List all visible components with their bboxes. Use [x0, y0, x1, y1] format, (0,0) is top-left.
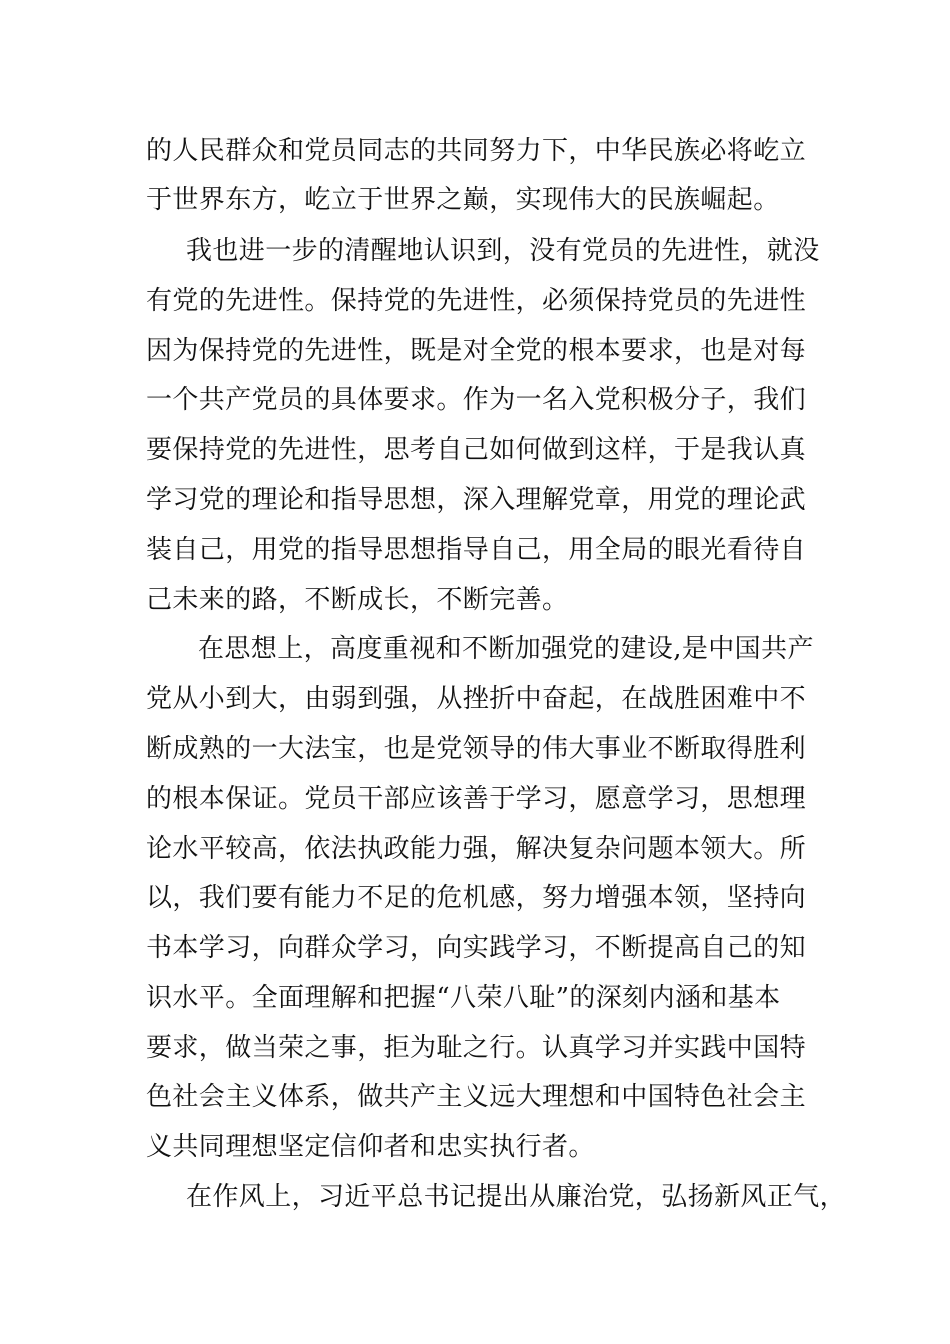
text-line-20: 色社会主义体系，做共产主义远大理想和中国特色社会主: [146, 1082, 807, 1112]
paragraph-2-first-line: 我也进一步的清醒地认识到，没有党员的先进性，就没: [186, 236, 820, 266]
text-line-16: 以，我们要有能力不足的危机感，努力增强本领，坚持向: [146, 883, 807, 913]
text-line-2: 于世界东方，屹立于世界之巅，实现伟大的民族崛起。: [146, 185, 780, 215]
text-line-17: 书本学习，向群众学习，向实践学习，不断提高自己的知: [146, 933, 807, 963]
text-line-14: 的根本保证。党员干部应该善于学习，愿意学习，思想理: [146, 784, 807, 814]
text-line-10: 己未来的路，不断成长，不断完善。: [146, 585, 569, 615]
text-line-18: 识水平。全面理解和把握“八荣八耻”的深刻内涵和基本: [146, 983, 781, 1013]
text-line-9: 装自己，用党的指导思想指导自己，用全局的眼光看待自: [146, 535, 807, 565]
text-line-6: 一个共产党员的具体要求。作为一名入党积极分子，我们: [146, 385, 807, 415]
text-line-19: 要求，做当荣之事，拒为耻之行。认真学习并实践中国特: [146, 1033, 807, 1063]
text-line-13: 断成熟的一大法宝，也是党领导的伟大事业不断取得胜利: [146, 734, 807, 764]
paragraph-3-first-line: 在思想上，高度重视和不断加强党的建设,是中国共产: [198, 634, 814, 664]
text-line-1: 的人民群众和党员同志的共同努力下，中华民族必将屹立: [146, 136, 807, 166]
text-line-12: 党从小到大，由弱到强，从挫折中奋起，在战胜困难中不: [146, 684, 807, 714]
paragraph-4-first-line: 在作风上，习近平总书记提出从廉治党，弘扬新风正气，: [186, 1182, 847, 1212]
text-line-8: 学习党的理论和指导思想，深入理解党章，用党的理论武: [146, 485, 807, 515]
text-line-15: 论水平较高，依法执政能力强，解决复杂问题本领大。所: [146, 834, 807, 864]
text-line-5: 因为保持党的先进性，既是对全党的根本要求，也是对每: [146, 336, 807, 366]
text-line-21: 义共同理想坚定信仰者和忠实执行者。: [146, 1132, 595, 1162]
text-line-7: 要保持党的先进性，思考自己如何做到这样，于是我认真: [146, 435, 807, 465]
text-line-4: 有党的先进性。保持党的先进性，必须保持党员的先进性: [146, 286, 807, 316]
